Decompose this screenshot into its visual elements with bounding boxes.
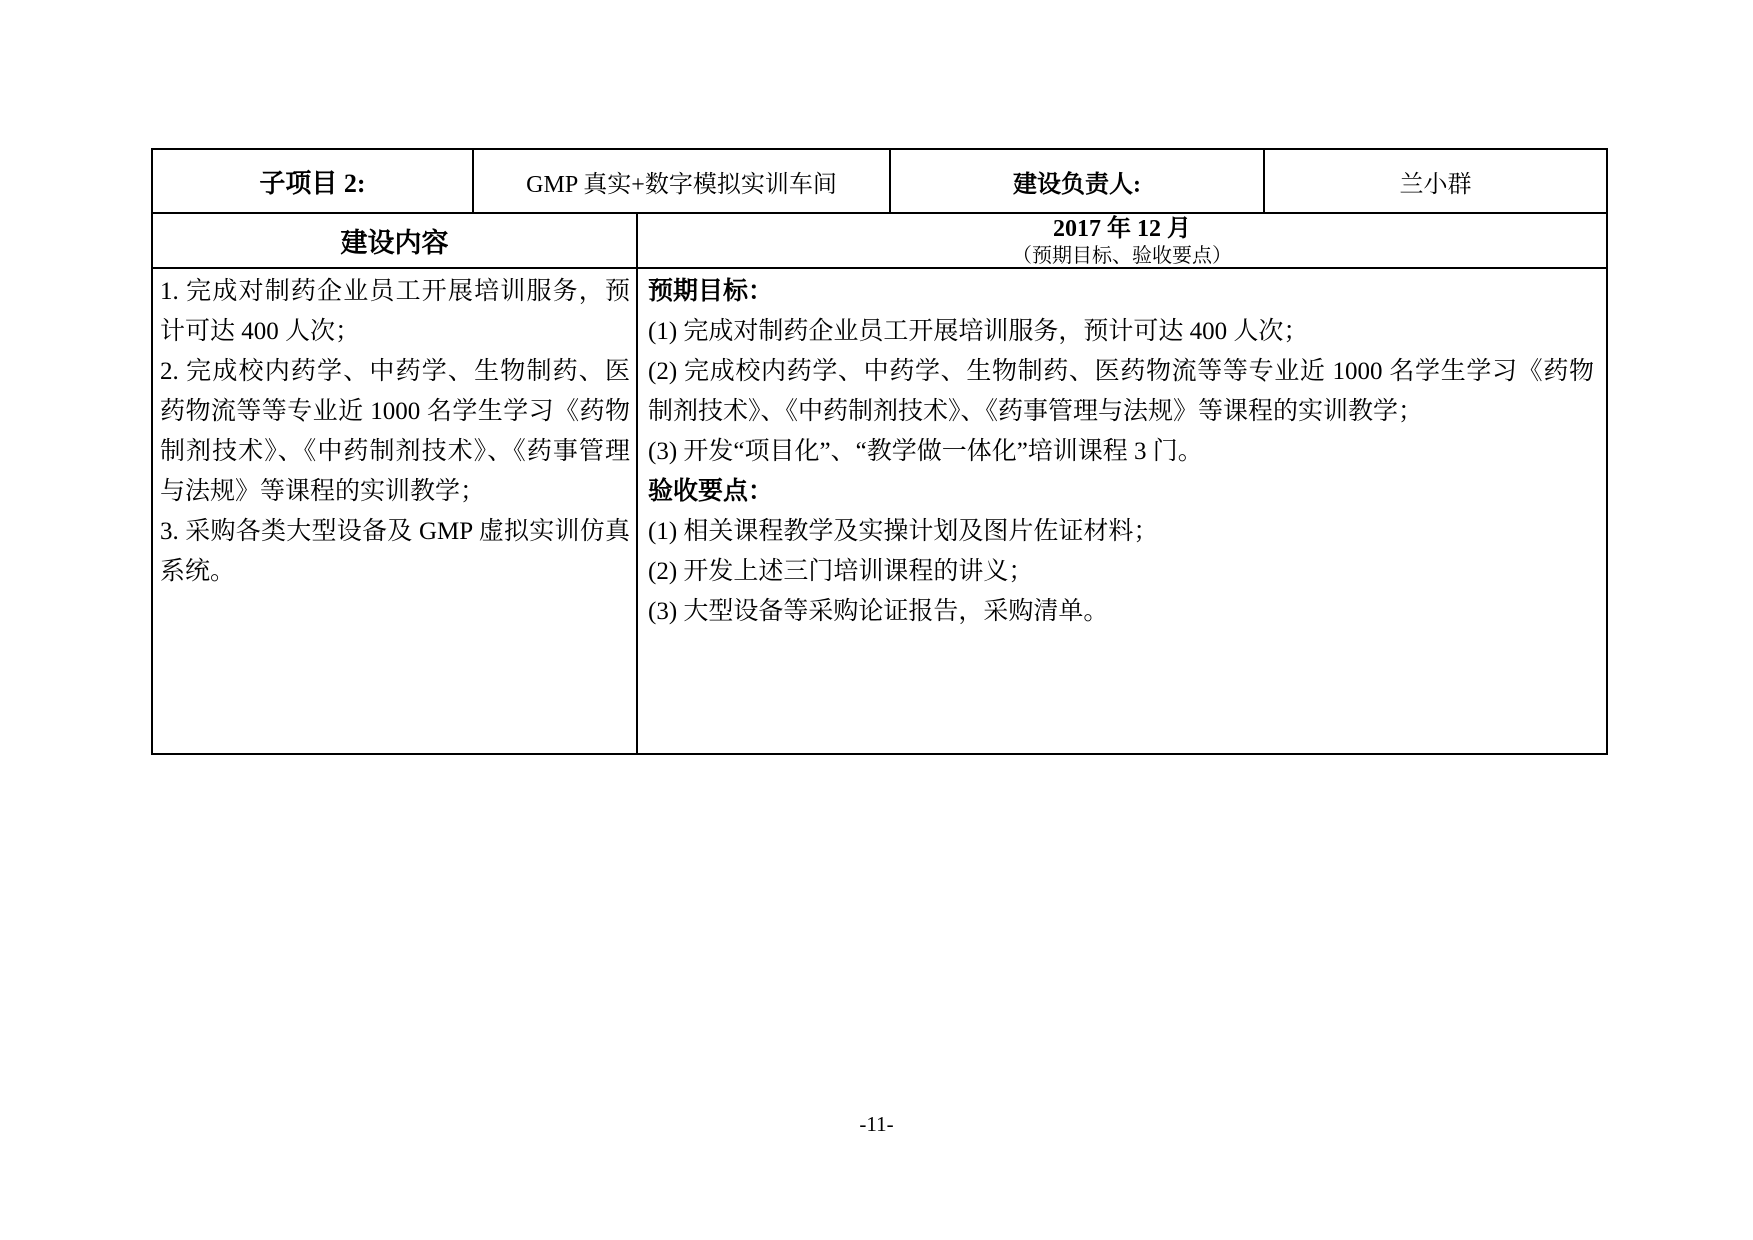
acceptance-points-heading: 验收要点： (648, 478, 774, 505)
acceptance-item: (3) 大型设备等采购论证报告，采购清单。 (648, 598, 1109, 625)
content-item: 2. 完成校内药学、中药学、生物制药、医药物流等等专业近 1000 名学生学习《药物制剂技术》、《中药制剂技术》、《药事管理与法规》等课程的实训教学； (160, 358, 630, 505)
subproject-table (151, 148, 1608, 755)
acceptance-item: (1) 相关课程教学及实操计划及图片佐证材料； (648, 518, 1159, 545)
content-item: 3. 采购各类大型设备及 GMP 虚拟实训仿真系统。 (160, 518, 630, 585)
table-body-row (153, 269, 1606, 753)
period-note: （预期目标、验收要点） (1012, 244, 1232, 267)
expected-goals-heading: 预期目标： (648, 278, 774, 305)
page-number: -11- (859, 1112, 894, 1136)
subproject-label-cell: 子项目 2: (153, 150, 474, 212)
construction-content-header-cell: 建设内容 (153, 214, 638, 267)
goal-item: (1) 完成对制药企业员工开展培训服务，预计可达 400 人次； (648, 318, 1309, 345)
subproject-name-cell: GMP 真实+数字模拟实训车间 (474, 150, 891, 212)
goal-item: (2) 完成校内药学、中药学、生物制药、医药物流等等专业近 1000 名学生学习《药物制剂技术》、《中药制剂技术》、《药事管理与法规》等课程的实训教学； (648, 358, 1594, 425)
construction-content-cell (153, 269, 638, 753)
leader-name-cell: 兰小群 (1399, 171, 1472, 198)
content-item: 1. 完成对制药企业员工开展培训服务，预计可达 400 人次； (160, 278, 630, 345)
period-header-cell (638, 214, 1606, 267)
goals-and-acceptance-cell (638, 269, 1606, 753)
acceptance-item: (2) 开发上述三门培训课程的讲义； (648, 558, 1034, 585)
section-header-row (153, 214, 1606, 269)
period-title: 2017 年 12 月 (1053, 215, 1191, 242)
table-header-row (153, 150, 1606, 214)
leader-label-cell: 建设负责人: (891, 150, 1265, 212)
goal-item: (3) 开发“项目化”、“教学做一体化”培训课程 3 门。 (648, 438, 1203, 465)
